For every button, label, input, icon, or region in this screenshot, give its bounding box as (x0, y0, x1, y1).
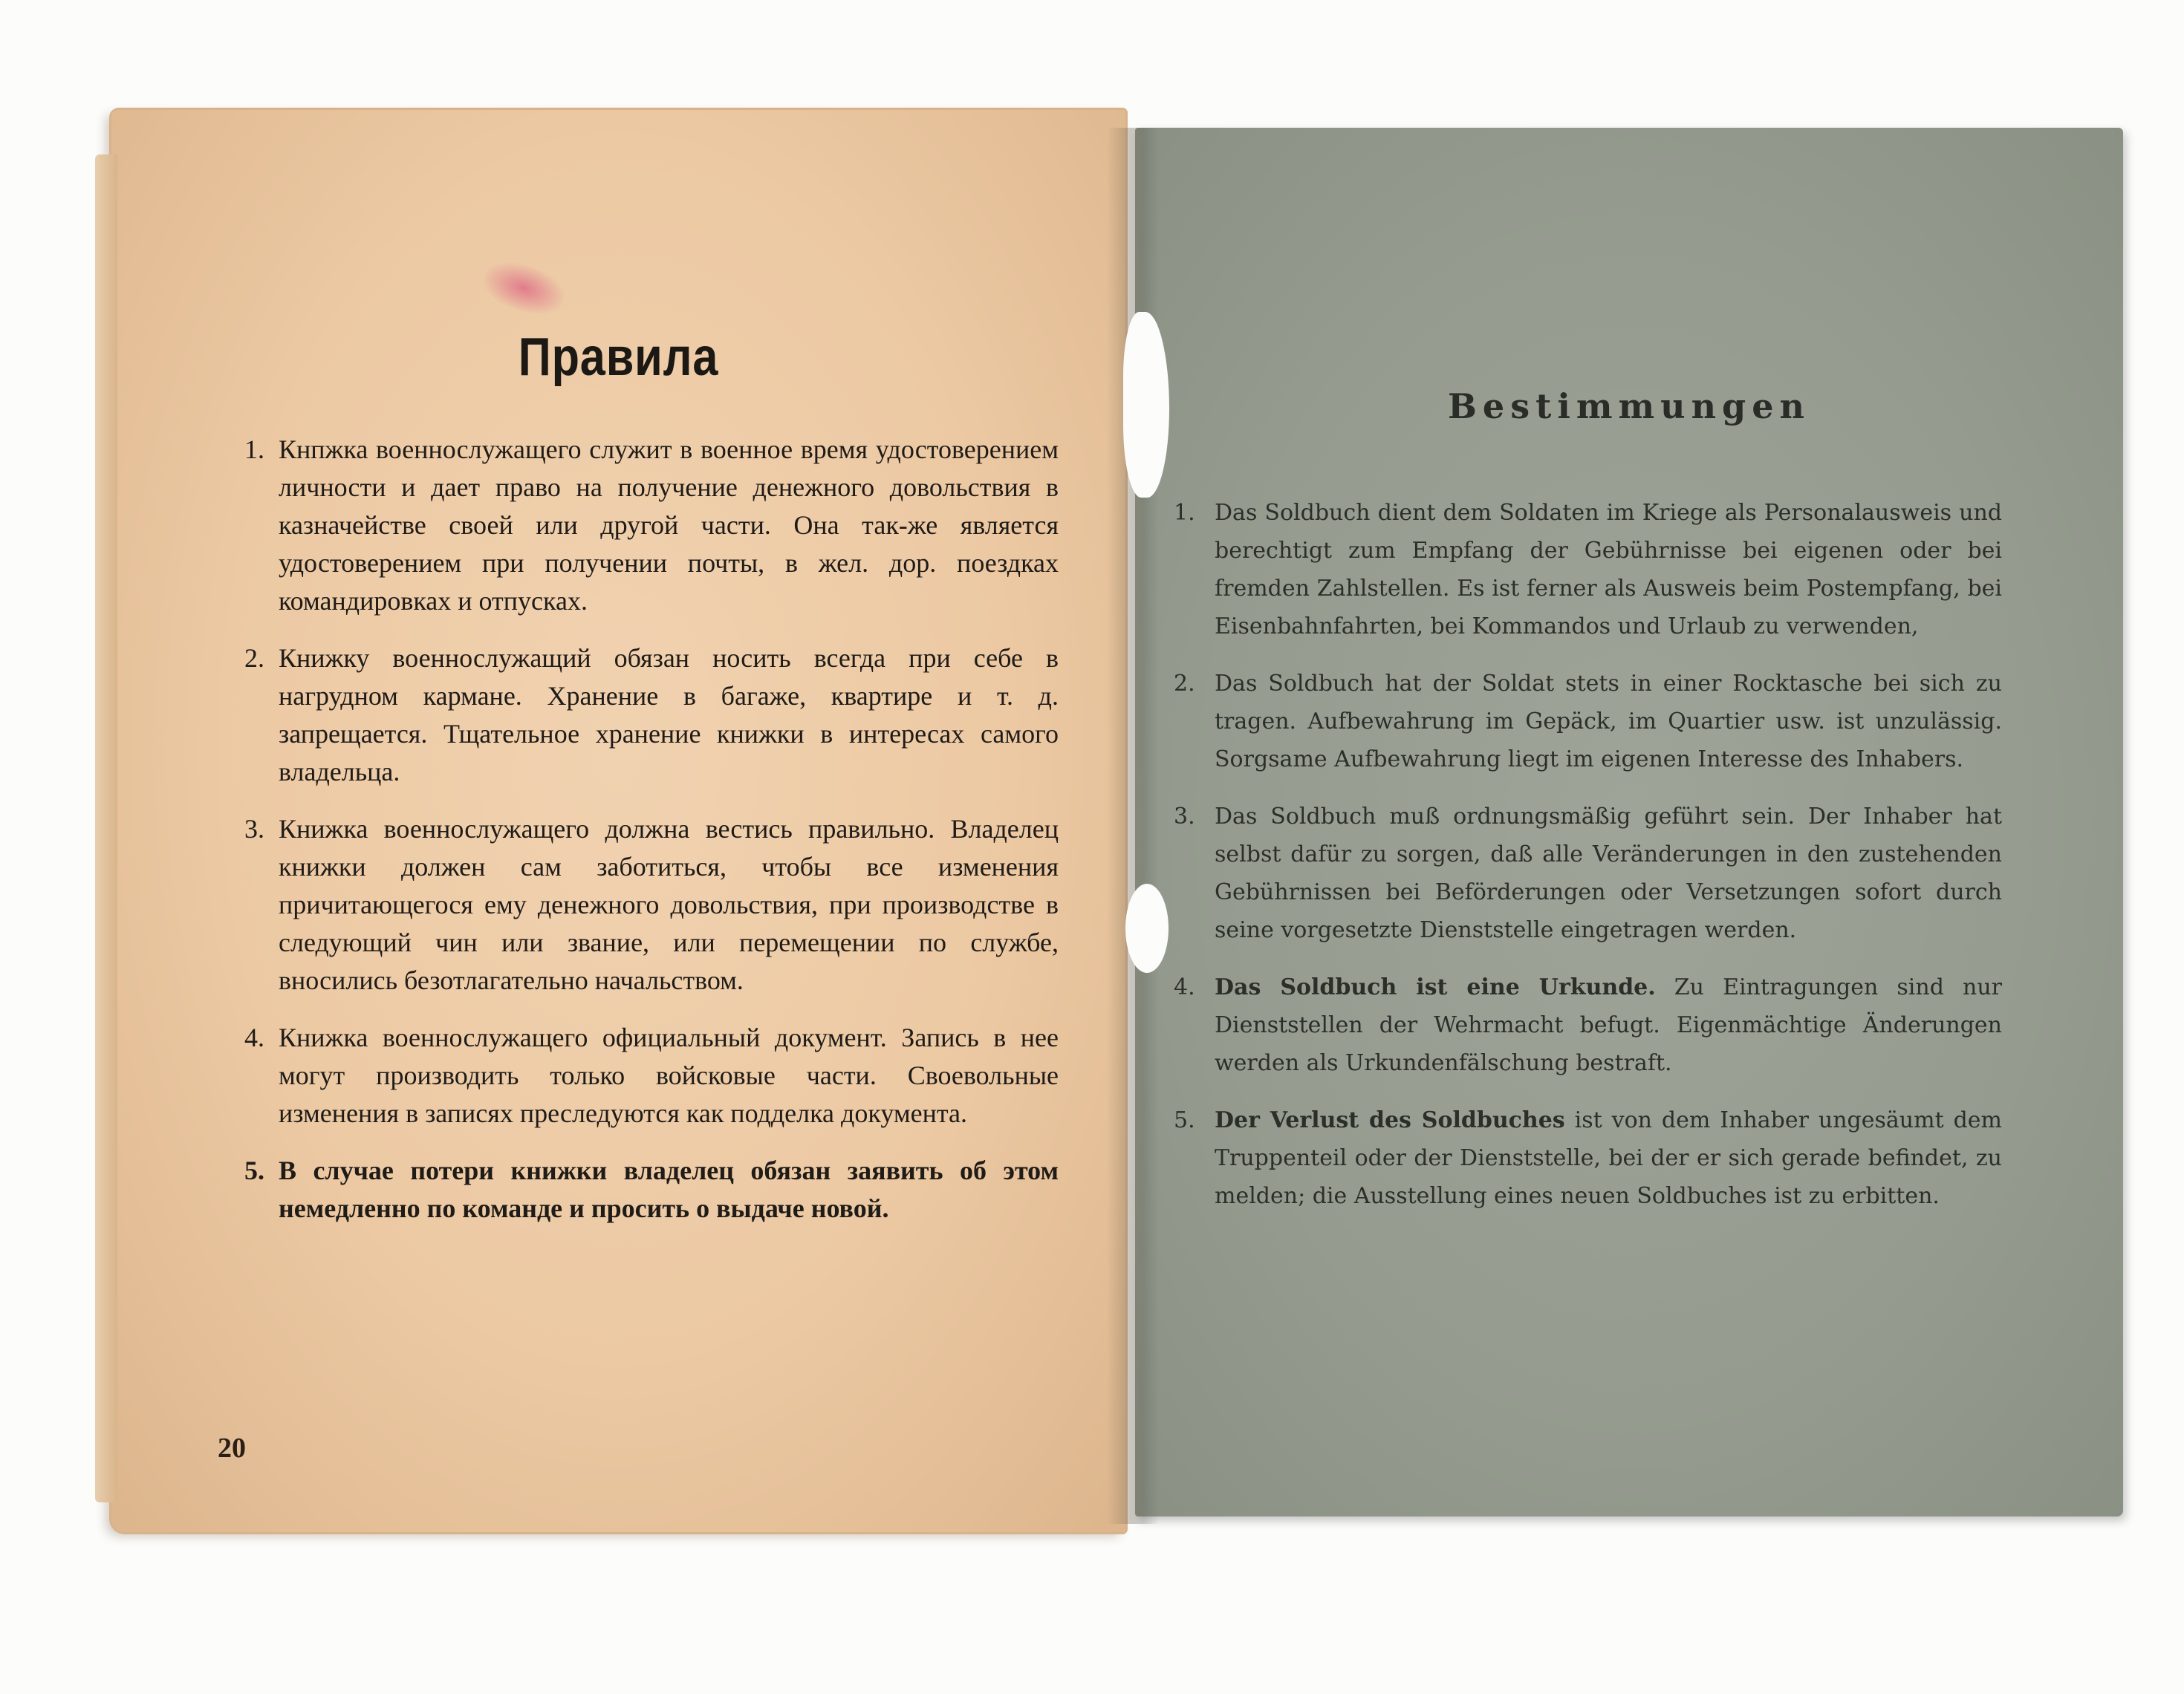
rules-list-de (1174, 494, 2002, 1234)
rule-text: Книжку военнослужащий обязан носить всегда при себе в нагрудном кармане. Хранение в багаже, квартире и т. д. запрещается. Тщательное хранение книжки в интересах самого владельца. (279, 643, 1059, 786)
rule-text: Das Soldbuch dient dem Soldaten im Kriege als Personalausweis und berechtigt zum Empfang der Gebührnisse bei eigenen oder bei fremden Zahlstellen. Es ist ferner als Ausweis beim Postempfang, bei Eisenbahnfahrten, bei Kommandos und Urlaub zu verwenden, (1215, 500, 2002, 639)
rule-item-de-2 (1174, 665, 2002, 778)
rule-text: Книжка военнослужащего должна вестись правильно. Владелец книжки должен сам заботиться, чтобы все изменения причитающегося ему денежного довольствия, при производстве в следующий чин или звание, или перемещении по службе, вносились безотлагательно начальством. (279, 814, 1059, 995)
rule-text: Книжка военнослужащего официальный документ. Запись в нее могут производить только войсковые части. Своевольные изменения в записях преследуются как подделка документа. (279, 1023, 1059, 1128)
page-number: 20 (218, 1433, 246, 1464)
rule-number: 1. (1174, 500, 1195, 526)
rules-list-ru (244, 431, 1059, 1247)
rule-number: 4. (244, 1023, 264, 1052)
rule-item-de-3 (1174, 798, 2002, 949)
rule-item-de-1 (1174, 494, 2002, 645)
rule-number: 2. (1174, 671, 1195, 697)
rule-text: Das Soldbuch muß ordnungsmäßig geführt sein. Der Inhaber hat selbst dafür zu sorgen, daß alle Veränderungen in den zustehenden Gebührnissen bei Beförderungen oder Versetzungen sofort durch seine vorgesetzte Dienststelle eingetragen werden. (1215, 804, 2002, 943)
rule-item-ru-4 (244, 1019, 1059, 1133)
rule-number: 5. (244, 1156, 264, 1185)
rule-lead-bold: Der Verlust des Soldbuches (1215, 1107, 1565, 1133)
rule-text: Das Soldbuch hat der Soldat stets in einer Rocktasche bei sich zu tragen. Aufbewahrung im Gepäck, im Quartier usw. ist unzulässig. Sorgsame Aufbewahrung liegt im eigenen Interesse des Inhabers. (1215, 671, 2002, 772)
rule-item-ru-2 (244, 639, 1059, 791)
rule-number: 4. (1174, 974, 1195, 1000)
rule-item-de-4 (1174, 968, 2002, 1082)
rule-lead-bold: Das Soldbuch ist eine Urkunde. (1215, 974, 1656, 1000)
rule-text: Кнпжка военнослужащего служит в военное время удостоверением личности и дает право на получение денежного довольствия в казначействе своей или другой части. Она так-же является удостоверением при получении почты, в жел. дор. поездках командировках и отпусках. (279, 434, 1059, 616)
rule-text: Zu Eintragungen sind nur Dienststellen der Wehrmacht befugt. Eigenmächtige Änderungen werden als Urkundenfälschung bestraft. (1215, 974, 2002, 1076)
page-title-ru: Правила (518, 328, 719, 387)
tear-notch-lower (1125, 884, 1169, 973)
rule-number: 2. (244, 643, 264, 673)
rule-number: 1. (244, 434, 264, 464)
page-title-de: Bestimmungen (1448, 386, 1810, 426)
rule-number: 5. (1174, 1107, 1195, 1133)
rule-text: В случае потери книжки владелец обязан заявить об этом немедленно по команде и просить о выдаче новой. (279, 1156, 1059, 1223)
rule-number: 3. (244, 814, 264, 844)
rule-item-ru-1 (244, 431, 1059, 620)
rule-item-de-5 (1174, 1101, 2002, 1215)
pink-stamp-mark (478, 254, 569, 322)
rule-text: ist von dem Inhaber ungesäumt dem Truppenteil oder der Dienststelle, bei der er sich gerade befindet, zu melden; die Ausstellung eines neuen Soldbuches ist zu erbitten. (1215, 1107, 2002, 1209)
rule-item-ru-5 (244, 1152, 1059, 1228)
rule-item-ru-3 (244, 810, 1059, 1000)
rule-number: 3. (1174, 804, 1195, 830)
